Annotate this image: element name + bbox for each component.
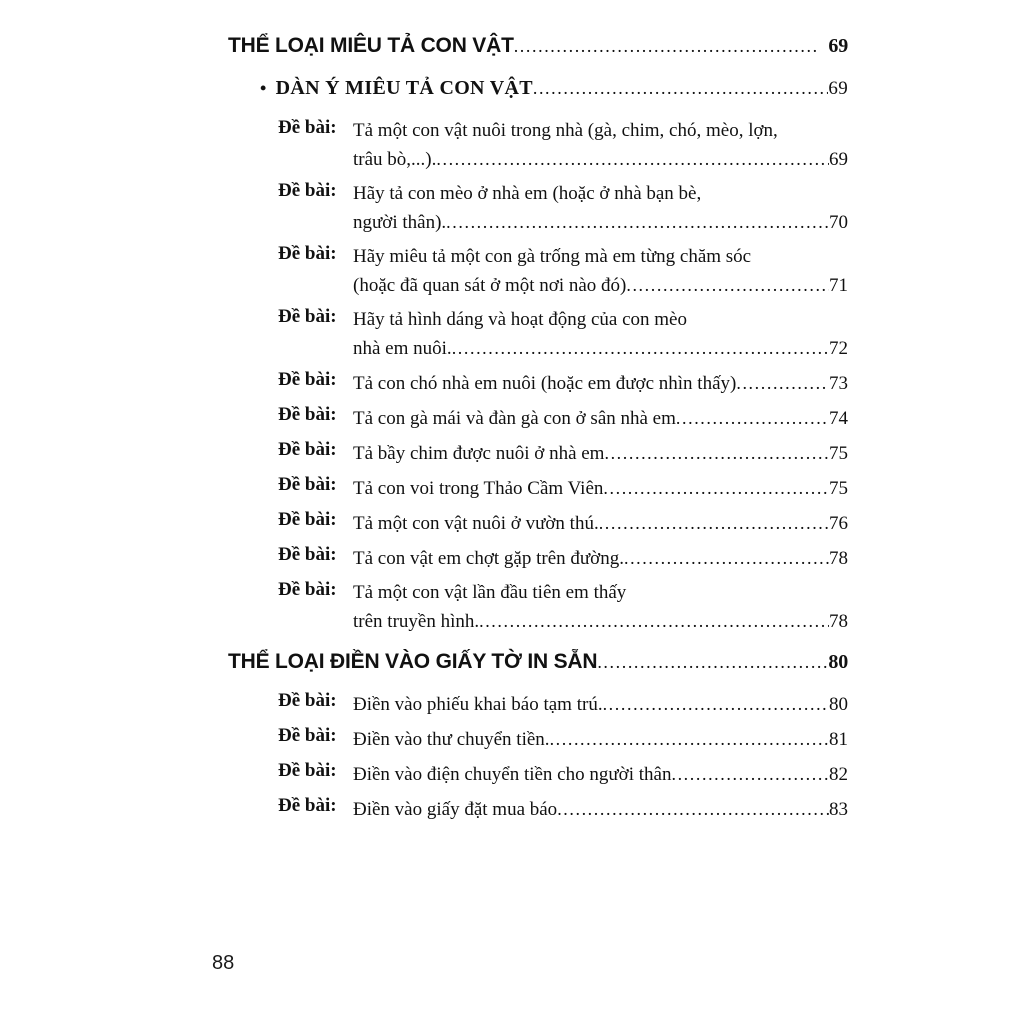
entry-line <box>353 690 848 719</box>
entry-line <box>353 243 848 271</box>
entry-text: trên truyền hình. <box>353 611 480 632</box>
dot-leader <box>514 32 821 60</box>
entry-line <box>353 369 848 398</box>
entry-body <box>353 509 848 538</box>
toc-entry <box>278 795 848 824</box>
entry-body <box>353 579 848 636</box>
entry-label: Đề bài: <box>278 306 337 327</box>
entry-page-number: 75 <box>829 443 848 464</box>
entry-line <box>353 439 848 468</box>
entry-line <box>353 208 848 237</box>
entry-page-number: 73 <box>829 373 848 394</box>
entry-text: Tả con vật em chợt gặp trên đường. <box>353 548 624 569</box>
entry-body <box>353 544 848 573</box>
section-title: THỂ LOẠI MIÊU TẢ CON VẬT <box>228 34 514 57</box>
entry-label: Đề bài: <box>278 725 337 746</box>
dot-leader <box>557 795 829 824</box>
toc-entry <box>278 117 848 174</box>
dot-leader <box>599 509 829 538</box>
entry-text: Tả một con vật nuôi trong nhà (gà, chim, chó, mèo, lợn, <box>353 120 778 141</box>
entry-label: Đề bài: <box>278 795 337 816</box>
entry-line <box>353 145 848 174</box>
entry-body <box>353 369 848 398</box>
entry-text: Điền vào thư chuyển tiền. <box>353 729 550 750</box>
entry-line <box>353 607 848 636</box>
entry-text: Hãy miêu tả một con gà trống mà em từng chăm sóc <box>353 246 752 267</box>
entry-page-number: 69 <box>829 149 848 170</box>
entry-label: Đề bài: <box>278 243 337 264</box>
section-heading <box>228 648 848 676</box>
entry-label: Đề bài: <box>278 474 337 495</box>
entry-body <box>353 690 848 719</box>
section-page-number: 80 <box>828 651 848 673</box>
section-heading <box>228 32 848 60</box>
entry-page-number: 78 <box>829 548 848 569</box>
toc-entry <box>278 760 848 789</box>
entry-text: Tả một con vật nuôi ở vườn thú. <box>353 513 599 534</box>
entry-page-number: 83 <box>829 799 848 820</box>
dot-leader <box>597 648 828 676</box>
entry-line <box>353 579 848 607</box>
entry-page-number: 75 <box>829 478 848 499</box>
entry-label: Đề bài: <box>278 439 337 460</box>
dot-leader <box>533 74 829 102</box>
entry-body <box>353 404 848 433</box>
entry-line <box>353 474 848 503</box>
entry-label: Đề bài: <box>278 369 337 390</box>
entry-line <box>353 760 848 789</box>
entry-page-number: 70 <box>829 212 848 233</box>
entry-line <box>353 404 848 433</box>
entry-page-number: 78 <box>829 611 848 632</box>
toc-entry <box>278 579 848 636</box>
dot-leader <box>479 607 829 636</box>
entry-text: trâu bò,...). <box>353 149 437 170</box>
entry-body <box>353 439 848 468</box>
entry-line <box>353 795 848 824</box>
section-page-number: 69 <box>828 35 848 57</box>
entry-text: Hãy tả hình dáng và hoạt động của con mèo <box>353 309 687 330</box>
entry-text: Điền vào giấy đặt mua báo <box>353 799 558 820</box>
entry-label: Đề bài: <box>278 180 337 201</box>
entry-line <box>353 544 848 573</box>
entry-text: Điền vào phiếu khai báo tạm trú. <box>353 694 603 715</box>
dot-leader <box>603 690 829 719</box>
entry-page-number: 80 <box>829 694 848 715</box>
entry-body <box>353 760 848 789</box>
entry-body <box>353 243 848 300</box>
entry-label: Đề bài: <box>278 544 337 565</box>
subheading-page-number: 69 <box>828 78 848 99</box>
entry-line <box>353 117 848 145</box>
toc-entry <box>278 690 848 719</box>
dot-leader <box>550 725 829 754</box>
entry-body <box>353 725 848 754</box>
entry-page-number: 76 <box>829 513 848 534</box>
entry-label: Đề bài: <box>278 579 337 600</box>
entry-label: Đề bài: <box>278 760 337 781</box>
entry-body <box>353 474 848 503</box>
table-of-contents <box>0 32 1024 830</box>
toc-entry <box>278 474 848 503</box>
toc-entry <box>278 180 848 237</box>
entry-text: người thân). <box>353 212 447 233</box>
entry-body <box>353 795 848 824</box>
dot-leader <box>446 208 829 237</box>
entry-text: Tả con chó nhà em nuôi (hoặc em được nhìn thấy) <box>353 373 737 394</box>
entry-body <box>353 117 848 174</box>
entry-label: Đề bài: <box>278 690 337 711</box>
entry-text: Tả một con vật lần đầu tiên em thấy <box>353 582 627 603</box>
entry-label: Đề bài: <box>278 404 337 425</box>
entry-text: Hãy tả con mèo ở nhà em (hoặc ở nhà bạn bè, <box>353 183 702 204</box>
bullet-icon: • <box>260 78 267 98</box>
toc-entry <box>278 369 848 398</box>
entry-page-number: 81 <box>829 729 848 750</box>
entry-text: Tả bầy chim được nuôi ở nhà em <box>353 443 605 464</box>
entry-line <box>353 306 848 334</box>
dot-leader <box>603 474 829 503</box>
entry-text: Điền vào điện chuyển tiền cho người thân <box>353 764 672 785</box>
dot-leader <box>626 271 829 300</box>
entry-line <box>353 271 848 300</box>
entry-body <box>353 306 848 363</box>
toc-entry <box>278 243 848 300</box>
entry-page-number: 72 <box>829 338 848 359</box>
entry-text: (hoặc đã quan sát ở một nơi nào đó) <box>353 275 627 296</box>
dot-leader <box>436 145 829 174</box>
entry-text: Tả con voi trong Thảo Cầm Viên <box>353 478 604 499</box>
entry-line <box>353 509 848 538</box>
dot-leader <box>676 404 829 433</box>
entry-page-number: 82 <box>829 764 848 785</box>
entry-text: Tả con gà mái và đàn gà con ở sân nhà em <box>353 408 676 429</box>
footer-page-number: 88 <box>212 952 235 974</box>
dot-leader <box>671 760 829 789</box>
entry-label: Đề bài: <box>278 509 337 530</box>
dot-leader <box>452 334 829 363</box>
entry-line <box>353 334 848 363</box>
dot-leader <box>624 544 829 573</box>
entry-text: nhà em nuôi. <box>353 338 452 359</box>
entry-label: Đề bài: <box>278 117 337 138</box>
toc-entry <box>278 544 848 573</box>
entry-page-number: 71 <box>829 275 848 296</box>
subheading <box>260 74 848 103</box>
toc-entry <box>278 404 848 433</box>
toc-entry <box>278 439 848 468</box>
toc-entry <box>278 725 848 754</box>
dot-leader <box>736 369 829 398</box>
dot-leader <box>604 439 829 468</box>
entry-body <box>353 180 848 237</box>
entry-line <box>353 180 848 208</box>
entry-page-number: 74 <box>829 408 848 429</box>
toc-entry <box>278 509 848 538</box>
section-title: THỂ LOẠI ĐIỀN VÀO GIẤY TỜ IN SẴN <box>228 650 598 673</box>
subheading-title: DÀN Ý MIÊU TẢ CON VẬT <box>275 77 533 99</box>
entry-line <box>353 725 848 754</box>
toc-entry <box>278 306 848 363</box>
